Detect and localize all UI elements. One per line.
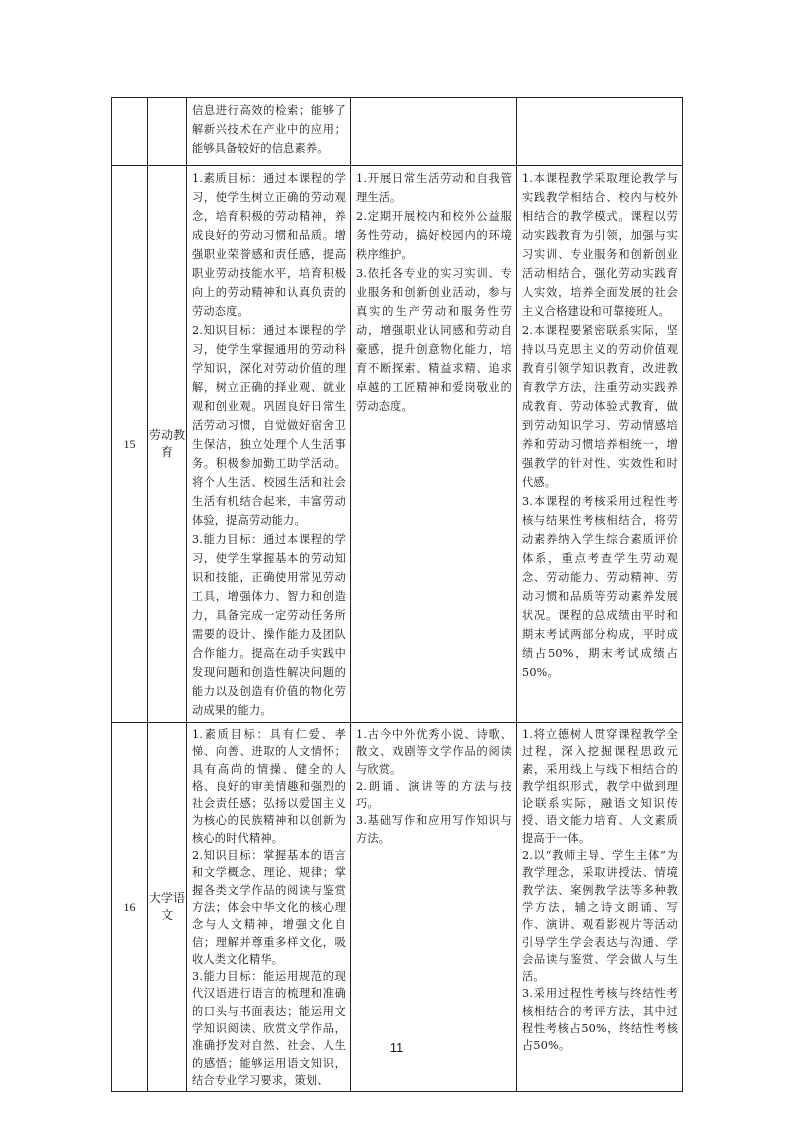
course-name: 大学语文: [148, 723, 187, 1092]
course-number: 15: [112, 166, 148, 723]
content-text: 3.基础写作和应用写作知识与方法。: [356, 814, 512, 845]
course-number: [112, 98, 148, 166]
requirement-text: 1.将立德树人贯穿课程教学全过程，深入挖掘课程思政元素，采用线上与线下相结合的教学组织形式，教学中做到理论联系实际，融语文知识传授、语文能力培育、人文素质提高于一体。: [522, 728, 678, 845]
requirement-text: 1.本课程教学采取理论教学与实践教学相结合、校内与校外相结合的教学模式。课程以劳动实践教育为引领，加强与实习实训、专业服务和创新创业活动相结合，强化劳动实践育人实效，培养全面发展的社会主义合格建设和可靠接班人。: [522, 172, 678, 318]
course-objectives: [187, 166, 351, 723]
course-name: [148, 98, 187, 166]
objective-text: 2.知识目标：通过本课程的学习，使学生掌握通用的劳动科学知识，深化对劳动价值的理解，树立正确的择业观、就业观和创业观。巩固良好日常生活劳动习惯，自觉做好宿舍卫生保洁，独立处理个人生活事务。积极参加勤工助学活动。将个人生活、校园生活和社会生活有机结合起来，丰富劳动体验，提高劳动能力。: [192, 324, 346, 527]
curriculum-table: [111, 97, 683, 1092]
table-row: [112, 166, 683, 723]
objective-text: 1.素质目标：具有仁爱、孝悌、向善、进取的人文情怀；具有高尚的情操、健全的人格、良好的审美情趣和强烈的社会责任感；弘扬以爱国主义为核心的民族精神和以创新为核心的时代精神。: [192, 728, 346, 845]
objective-text: 1.素质目标：通过本课程的学习，使学生树立正确的劳动观念，培育积极的劳动精神，养成良好的劳动习惯和品质。增强职业荣誉感和责任感，提高职业劳动技能水平，培育积极向上的劳动精神和认真负责的劳动态度。: [192, 172, 346, 318]
course-objectives: [187, 723, 351, 1092]
page-number: 11: [389, 1040, 404, 1055]
content-text: 1.开展日常生活劳动和自我管理生活。: [356, 172, 512, 204]
course-content: [351, 723, 517, 1092]
teaching-requirements: [517, 166, 683, 723]
content-text: 3.依托各专业的实习实训、专业服务和创新创业活动，参与真实的生产劳动和服务性劳动，增强职业认同感和劳动自豪感，提升创意物化能力，培育不断探索、精益求精、追求卓越的工匠精神和爱岗敬业的劳动态度。: [356, 267, 512, 413]
teaching-requirements: [517, 723, 683, 1092]
objective-text: 信息进行高效的检索；能够了解新兴技术在产业中的应用；能够具备较好的信息素养。: [192, 104, 346, 155]
objective-text: 2.知识目标：掌握基本的语言和文学概念、理论、规律；掌握各类文学作品的阅读与鉴赏方法；体会中华文化的核心理念与人文精神，增强文化自信；理解并尊重多样文化，吸收人类文化精华。: [192, 849, 346, 966]
objective-text: 3.能力目标：通过本课程的学习，使学生掌握基本的劳动知识和技能，正确使用常见劳动工具，增强体力、智力和创造力，具备完成一定劳动任务所需要的设计、操作能力及团队合作能力。提高在动手实践中发现问题和创造性解决问题的能力以及创造有价值的物化劳动成果的能力。: [192, 533, 346, 717]
requirement-text: 3.本课程的考核采用过程性考核与结果性考核相结合，将劳动素养纳入学生综合素质评价体系，重点考查学生劳动观念、劳动能力、劳动精神、劳动习惯和品质等劳动素养发展状况。课程的总成绩由平时和期末考试两部分构成，平时成绩占50%，期末考试成绩占50%。: [522, 495, 678, 679]
table-row: [112, 98, 683, 166]
course-content: [351, 98, 517, 166]
course-number: 16: [112, 723, 148, 1092]
table-row: [112, 723, 683, 1092]
content-text: 2.朗诵、演讲等的方法与技巧。: [356, 779, 512, 811]
content-text: 2.定期开展校内和校外公益服务性劳动，搞好校园内的环境秩序维护。: [356, 210, 512, 261]
requirement-text: 2.以“教师主导、学生主体”为教学理念，采取讲授法、情境教学法、案例教学法等多种教学方法，辅之诗文朗诵、写作、演讲、观看影视片等活动引导学生学会表达与沟通、学会品读与鉴赏、学会做人与生活。: [522, 849, 678, 984]
teaching-requirements: [517, 98, 683, 166]
requirement-text: 2.本课程要紧密联系实际，坚持以马克思主义的劳动价值观教育引领学知识教育，改进教育教学方法，注重劳动实践养成教育、劳动体验式教育，做到劳动知识学习、劳动情感培养和劳动习惯培养相统一，增强教学的针对性、实效性和时代感。: [522, 324, 678, 489]
course-name: 劳动教育: [148, 166, 187, 723]
objective-text: 3.能力目标：能运用规范的现代汉语进行语言的梳理和准确的口头与书面表达；能运用文学知识阅读、欣赏文学作品，准确抒发对自然、社会、人生的感悟；能够运用语文知识，结合专业学习要求，策划、: [192, 970, 346, 1087]
course-content: [351, 166, 517, 723]
content-text: 1.古今中外优秀小说、诗歌、散文、戏剧等文学作品的阅读与欣赏。: [356, 728, 512, 776]
course-objectives: [187, 98, 351, 166]
requirement-text: 3.采用过程性考核与终结性考核相结合的考评方法，其中过程性考核占50%，终结性考核占50%。: [522, 987, 678, 1053]
